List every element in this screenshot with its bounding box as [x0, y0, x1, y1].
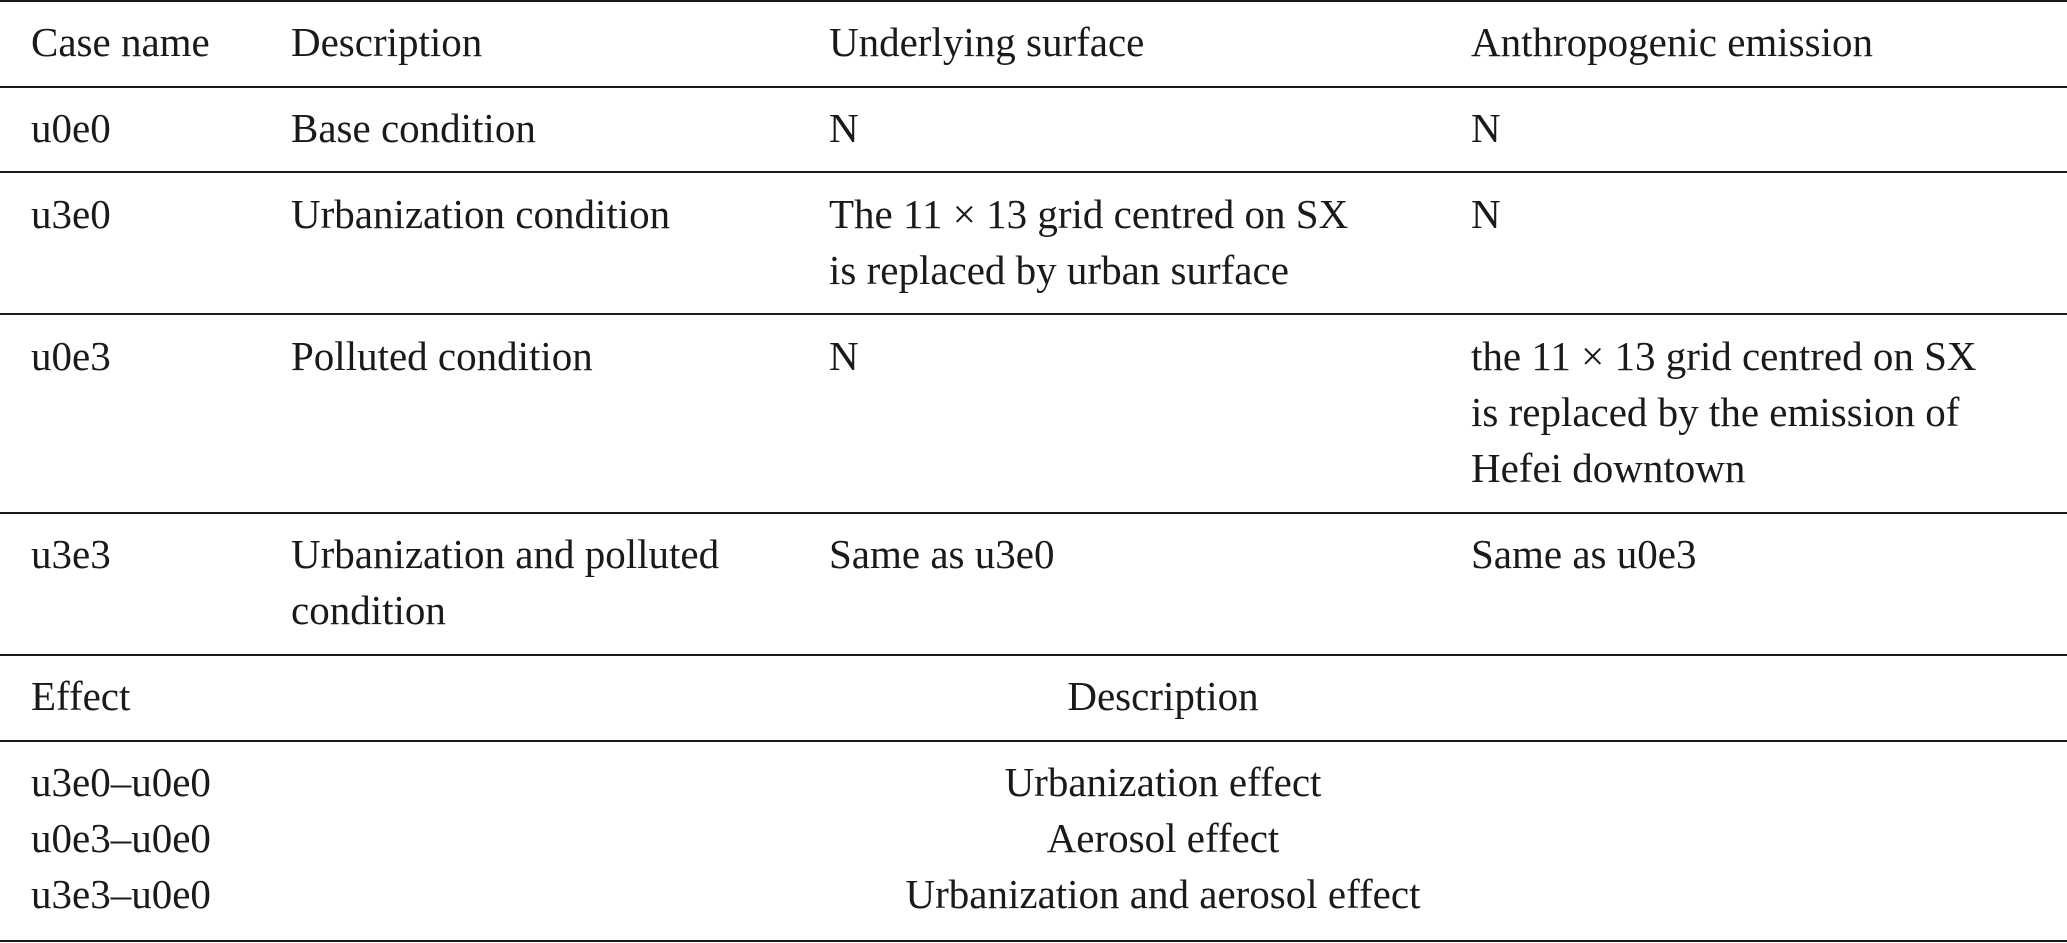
case-name-cell: u3e3 — [31, 531, 111, 577]
description-cell: Urbanization and polluted — [291, 531, 720, 577]
emission-cell: Same as u0e3 — [1471, 531, 1697, 577]
column-header-anthropogenic-emission: Anthropogenic emission — [1471, 19, 1873, 65]
effects-header-rule — [0, 740, 2067, 742]
emission-cell: the 11 × 13 grid centred on SX — [1471, 333, 1977, 379]
case-name-cell: u0e3 — [31, 333, 111, 379]
surface-cell: N — [829, 333, 859, 379]
surface-cell: The 11 × 13 grid centred on SX — [829, 191, 1349, 237]
surface-cell-line-2: is replaced by urban surface — [829, 247, 1289, 293]
column-header-underlying-surface: Underlying surface — [829, 19, 1145, 65]
top-rule — [0, 0, 2067, 2]
emission-cell: N — [1471, 191, 1501, 237]
effect-cell: u3e0–u0e0 — [31, 759, 211, 805]
effect-description-cell: Urbanization effect — [1004, 759, 1322, 805]
row-divider — [0, 512, 2067, 514]
column-header-case-name: Case name — [31, 19, 210, 65]
surface-cell: N — [829, 105, 859, 151]
description-cell: Base condition — [291, 105, 536, 151]
bottom-rule — [0, 940, 2067, 942]
case-name-cell: u0e0 — [31, 105, 111, 151]
emission-cell: N — [1471, 105, 1501, 151]
effect-cell: u3e3–u0e0 — [31, 871, 211, 917]
surface-cell: Same as u3e0 — [829, 531, 1055, 577]
description-cell: Urbanization condition — [291, 191, 671, 237]
effect-cell: u0e3–u0e0 — [31, 815, 211, 861]
case-name-cell: u3e0 — [31, 191, 111, 237]
effect-description-cell: Aerosol effect — [1046, 815, 1280, 861]
section-divider — [0, 654, 2067, 656]
row-divider — [0, 313, 2067, 315]
description-cell-line-2: condition — [291, 587, 446, 633]
effects-header-description: Description — [1067, 673, 1259, 719]
effects-header-effect: Effect — [31, 673, 131, 719]
emission-cell-line-2: is replaced by the emission of — [1471, 389, 1960, 435]
row-divider — [0, 171, 2067, 173]
emission-cell-line-3: Hefei downtown — [1471, 445, 1746, 491]
header-rule — [0, 86, 2067, 88]
effect-description-cell: Urbanization and aerosol effect — [905, 871, 1421, 917]
column-header-description: Description — [291, 19, 483, 65]
description-cell: Polluted condition — [291, 333, 593, 379]
